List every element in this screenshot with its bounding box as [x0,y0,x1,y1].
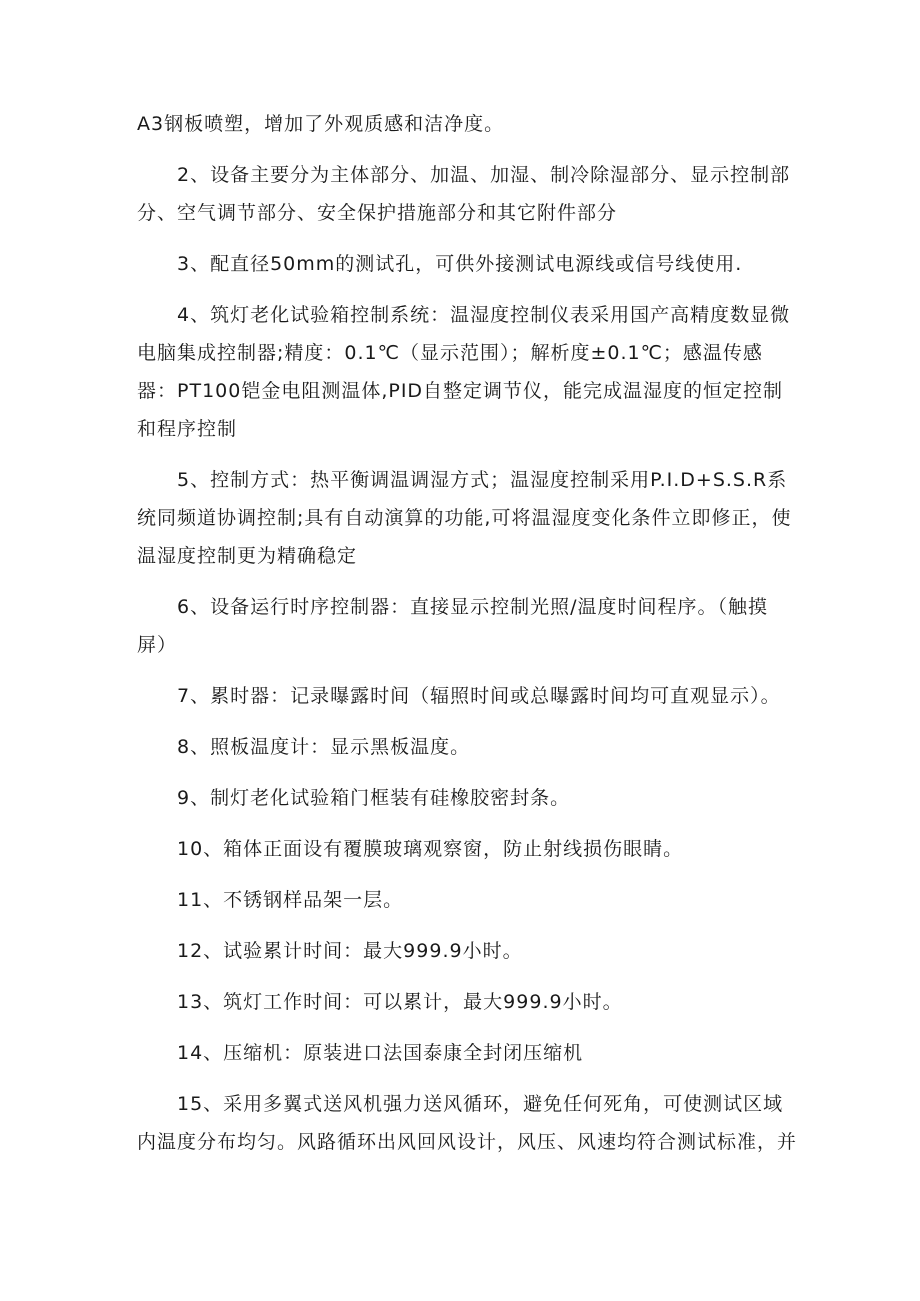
paragraph-item-9: 9、制灯老化试验箱门框装有硅橡胶密封条。 [177,787,571,809]
paragraph-item-2: 2、设备主要分为主体部分、加温、加湿、制冷除湿部分、显示控制部分、空气调节部分、安全保护措施部分和其它附件部分 [137,164,791,224]
paragraph-item-8: 8、照板温度计：显示黑板温度。 [177,736,471,758]
paragraph-item-4: 4、筑灯老化试验箱控制系统：温湿度控制仪表采用国产高精度数显微电脑集成控制器;精度：0.1℃（显示范围）；解析度±0.1℃；感温传感器：PT100铠金电阻测温体,PID自整定调节仪，能完成温湿度的恒定控制和程序控制 [137,304,791,440]
paragraph-item-7: 7、累时器：记录曝露时间（辐照时间或总曝露时间均可直观显示）。 [177,685,781,707]
paragraph-item-6: 6、设备运行时序控制器：直接显示控制光照/温度时间程序。（触摸屏） [137,596,768,656]
paragraph-item-14: 14、压缩机：原装进口法国泰康全封闭压缩机 [177,1042,584,1064]
paragraph-item-15: 15、采用多翼式送风机强力送风循环，避免任何死角，可使测试区域内温度分布均匀。风路循环出风回风设计，风压、风速均符合测试标准，并 [137,1093,798,1153]
paragraph-item-13: 13、筑灯工作时间：可以累计，最大999.9小时。 [177,991,623,1013]
paragraph-item-10: 10、箱体正面设有覆膜玻璃观察窗，防止射线损伤眼睛。 [177,838,684,860]
paragraph-item-3: 3、配直径50mm的测试孔，可供外接测试电源线或信号线使用. [177,253,743,275]
paragraph-item-11: 11、不锈钢样品架一层。 [177,889,404,911]
paragraph-intro: A3钢板喷塑，增加了外观质感和洁净度。 [137,113,505,135]
paragraph-item-12: 12、试验累计时间：最大999.9小时。 [177,940,523,962]
paragraph-item-5: 5、控制方式：热平衡调温调湿方式；温湿度控制采用P.I.D+S.S.R系统同频道协调控制;具有自动演算的功能,可将温湿度变化条件立即修正，使温湿度控制更为精确稳定 [137,469,792,567]
